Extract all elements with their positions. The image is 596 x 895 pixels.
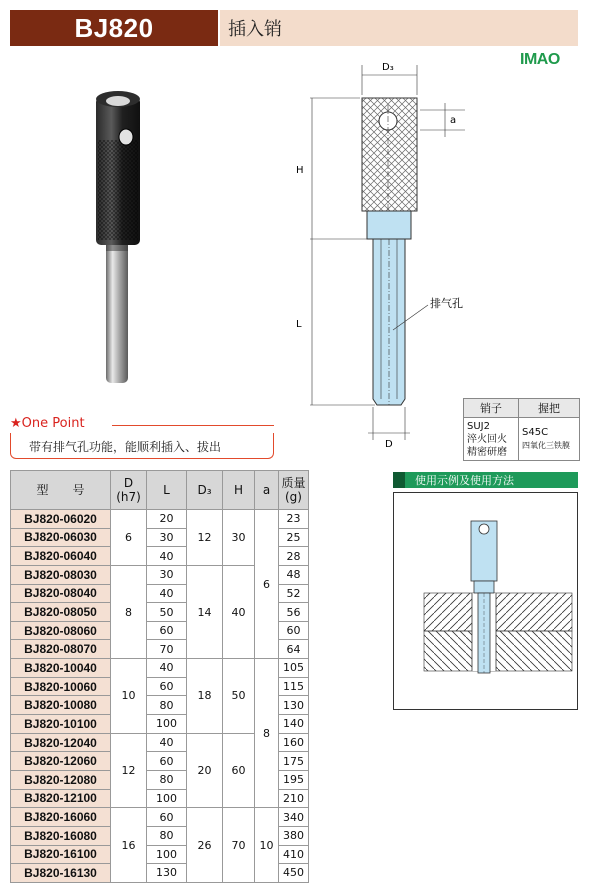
star-icon: ★ (10, 416, 22, 431)
cell-model: BJ820-16100 (11, 845, 111, 864)
material-pin-line: 精密研磨 (467, 446, 507, 458)
one-point-title-text: One Point (21, 416, 85, 431)
cell-mass: 105 (279, 659, 309, 678)
cell-a: 8 (255, 659, 279, 808)
cell-l: 60 (147, 752, 187, 771)
cell-mass: 195 (279, 770, 309, 789)
cell-model: BJ820-08050 (11, 603, 111, 622)
cell-l: 130 (147, 864, 187, 883)
spec-table (10, 470, 309, 883)
col-header-d (111, 471, 147, 510)
cell-l: 30 (147, 565, 187, 584)
col-header-mass (279, 471, 309, 510)
cell-mass: 130 (279, 696, 309, 715)
cell-model: BJ820-10100 (11, 715, 111, 734)
cell-h: 60 (223, 733, 255, 808)
one-point-rule (112, 425, 274, 426)
technical-drawing (290, 55, 475, 450)
cell-l: 60 (147, 808, 187, 827)
table-row (11, 808, 309, 827)
cell-mass: 25 (279, 528, 309, 547)
cell-d3: 20 (187, 733, 223, 808)
cell-mass: 140 (279, 715, 309, 734)
cell-d: 10 (111, 659, 147, 734)
material-pin-cell (464, 418, 519, 461)
material-handle-cell (519, 418, 580, 461)
material-handle-line: S45C (522, 427, 549, 438)
cell-h: 30 (223, 510, 255, 566)
cell-a: 10 (255, 808, 279, 883)
cell-l: 100 (147, 789, 187, 808)
material-pin-line: SUJ2 (467, 420, 490, 432)
cell-l: 40 (147, 659, 187, 678)
usage-header-marker (393, 472, 405, 488)
vent-label: 排气孔 (430, 297, 463, 310)
cell-mass: 28 (279, 547, 309, 566)
dim-l-label: L (296, 319, 302, 330)
cell-model: BJ820-16060 (11, 808, 111, 827)
one-point-title (10, 416, 85, 431)
cell-l: 80 (147, 770, 187, 789)
cell-model: BJ820-08060 (11, 621, 111, 640)
brand-logo: IMAO (520, 51, 560, 68)
cell-mass: 52 (279, 584, 309, 603)
cell-mass: 56 (279, 603, 309, 622)
cell-mass: 160 (279, 733, 309, 752)
cell-l: 60 (147, 621, 187, 640)
col-header-d-tol: (h7) (116, 490, 141, 504)
cell-model: BJ820-08040 (11, 584, 111, 603)
cell-model: BJ820-10060 (11, 677, 111, 696)
cell-model: BJ820-16130 (11, 864, 111, 883)
cell-l: 70 (147, 640, 187, 659)
cell-l: 80 (147, 826, 187, 845)
cell-mass: 380 (279, 826, 309, 845)
cell-mass: 410 (279, 845, 309, 864)
cell-mass: 175 (279, 752, 309, 771)
col-header-a: a (255, 471, 279, 510)
cell-h: 70 (223, 808, 255, 883)
cell-h: 50 (223, 659, 255, 734)
cell-l: 40 (147, 733, 187, 752)
cell-mass: 340 (279, 808, 309, 827)
product-code: BJ820 (10, 10, 218, 46)
usage-header (393, 472, 578, 488)
cell-model: BJ820-08030 (11, 565, 111, 584)
cell-d3: 12 (187, 510, 223, 566)
cell-mass: 450 (279, 864, 309, 883)
cell-model: BJ820-12080 (11, 770, 111, 789)
cell-d3: 26 (187, 808, 223, 883)
cell-d: 16 (111, 808, 147, 883)
cell-l: 30 (147, 528, 187, 547)
col-header-l: L (147, 471, 187, 510)
col-header-model: 型 号 (11, 471, 111, 510)
cell-l: 50 (147, 603, 187, 622)
cell-mass: 48 (279, 565, 309, 584)
cell-model: BJ820-12060 (11, 752, 111, 771)
material-table (463, 398, 580, 461)
col-header-mass-text: 质量 (281, 476, 306, 490)
cell-d: 12 (111, 733, 147, 808)
product-photo (80, 85, 180, 390)
cell-l: 80 (147, 696, 187, 715)
cell-mass: 210 (279, 789, 309, 808)
cell-model: BJ820-12040 (11, 733, 111, 752)
cell-model: BJ820-06030 (11, 528, 111, 547)
cell-mass: 23 (279, 510, 309, 529)
cell-l: 40 (147, 584, 187, 603)
cell-l: 100 (147, 845, 187, 864)
usage-illustration (394, 493, 577, 709)
cell-mass: 115 (279, 677, 309, 696)
usage-title: 使用示例及使用方法 (415, 474, 514, 487)
cell-d3: 18 (187, 659, 223, 734)
cell-d: 8 (111, 565, 147, 658)
cell-l: 40 (147, 547, 187, 566)
usage-illustration-box (393, 492, 578, 710)
material-header-handle: 握把 (519, 399, 580, 418)
cell-model: BJ820-06020 (11, 510, 111, 529)
cell-d3: 14 (187, 565, 223, 658)
one-point-description: 带有排气孔功能，能顺利插入、拔出 (29, 440, 222, 454)
cell-l: 60 (147, 677, 187, 696)
col-header-d3: D₃ (187, 471, 223, 510)
col-header-mass-unit: (g) (285, 490, 302, 504)
product-name: 插入销 (220, 10, 578, 46)
cell-model: BJ820-06040 (11, 547, 111, 566)
cell-d: 6 (111, 510, 147, 566)
cell-mass: 64 (279, 640, 309, 659)
cell-model: BJ820-10080 (11, 696, 111, 715)
cell-h: 40 (223, 565, 255, 658)
dim-d-label: D (385, 439, 393, 450)
cell-model: BJ820-10040 (11, 659, 111, 678)
material-pin-line: 淬火回火 (467, 433, 507, 445)
col-header-d-text: D (123, 476, 134, 490)
cell-model: BJ820-12100 (11, 789, 111, 808)
material-header-pin: 销子 (464, 399, 519, 418)
cell-mass: 60 (279, 621, 309, 640)
cell-model: BJ820-08070 (11, 640, 111, 659)
cell-l: 100 (147, 715, 187, 734)
col-header-h: H (223, 471, 255, 510)
cell-l: 20 (147, 510, 187, 529)
dim-h-label: H (296, 165, 304, 176)
dim-d3-label: D₃ (382, 62, 394, 73)
cell-model: BJ820-16080 (11, 826, 111, 845)
material-handle-line: 四氧化三铁膜 (522, 441, 570, 450)
table-row (11, 659, 309, 678)
table-row (11, 510, 309, 529)
dim-a-label: a (450, 115, 457, 126)
cell-a: 6 (255, 510, 279, 659)
